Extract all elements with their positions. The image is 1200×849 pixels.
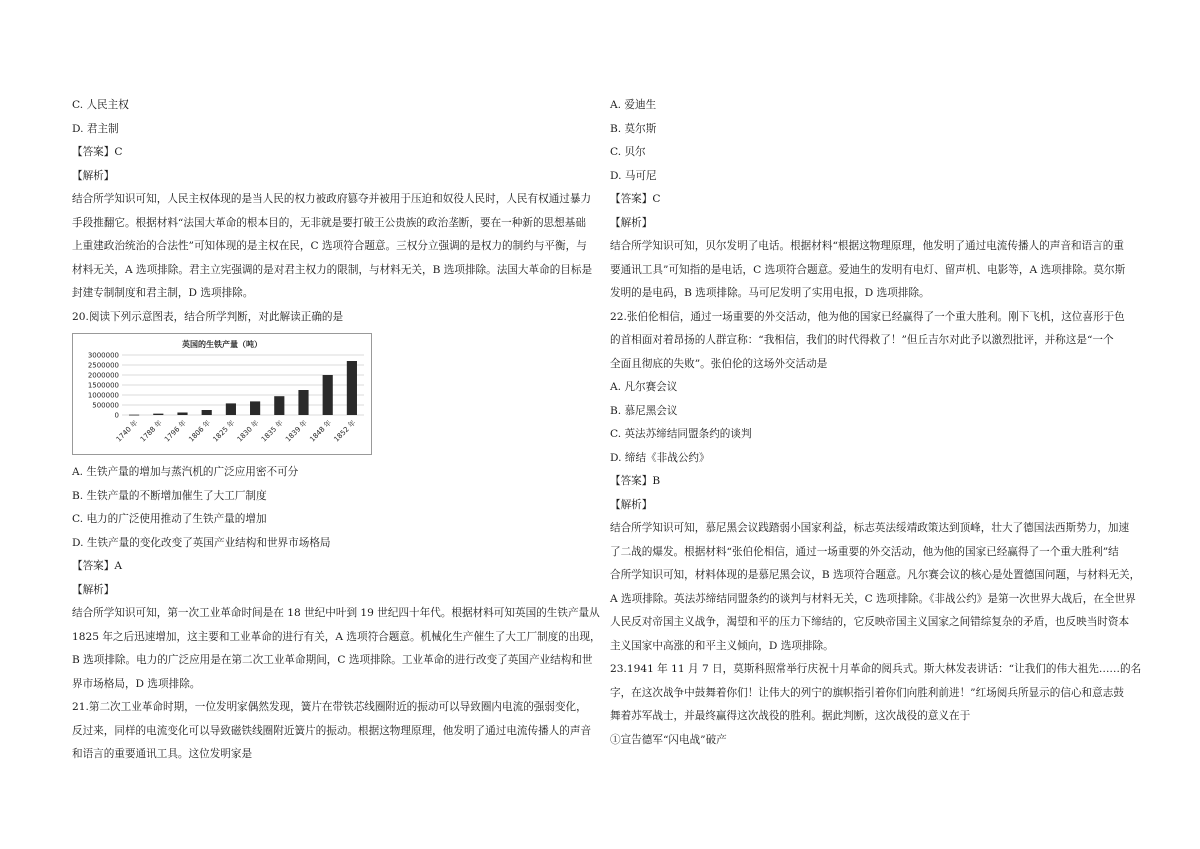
q22-stem-line: 全面且彻底的失败”。张伯伦的这场外交活动是 bbox=[610, 357, 828, 370]
right-column bbox=[610, 94, 1142, 752]
q19-analysis-line: 上重建政治统治的合法性”可知体现的是主权在民，C 选项符合题意。三权分立强调的是权力的制约与平衡，与 bbox=[72, 240, 587, 252]
q21-stem-line: 21.第二次工业革命时期，一位发明家偶然发现，簧片在带铁芯线圈附近的振动可以导致圈内电流的强弱变化， bbox=[72, 701, 587, 713]
q20-analysis-line: B 选项排除。电力的广泛应用是在第二次工业革命期间，C 选项排除。工业革命的进行改变了英国产业结构和世 bbox=[72, 654, 593, 666]
q23-item-1: ①宣告德军“闪电战”破产 bbox=[610, 733, 727, 746]
chart-ytick-label: 1500000 bbox=[87, 381, 119, 390]
chart-bar bbox=[226, 403, 236, 415]
chart-xtick-label: 1852 年 bbox=[332, 418, 358, 444]
chart-bar bbox=[347, 361, 357, 415]
q21-stem-line: 反过来，同样的电流变化可以导致磁铁线圈附近簧片的振动。根据这物理原理，他发明了通过电流传播人的声音 bbox=[72, 724, 592, 737]
chart-bar bbox=[129, 415, 139, 416]
q19-answer: 【答案】C bbox=[72, 146, 123, 158]
chart-xtick-label: 1835 年 bbox=[259, 418, 285, 444]
q22-analysis-line: 主义国家中高涨的和平主义倾向，D 选项排除。 bbox=[610, 639, 834, 652]
chart-bar bbox=[298, 390, 308, 415]
chart-bar bbox=[177, 413, 187, 416]
q20-option-b: B. 生铁产量的不断增加催生了大工厂制度 bbox=[72, 489, 267, 502]
chart-xtick-label: 1830 年 bbox=[235, 418, 261, 444]
q19-option-d: D. 君主制 bbox=[72, 122, 119, 135]
q22-option-a: A. 凡尔赛会议 bbox=[610, 381, 678, 393]
chart-ytick-label: 1000000 bbox=[87, 391, 119, 400]
q20-analysis-line: 界市场格局，D 选项排除。 bbox=[72, 677, 201, 690]
q20-stem: 20.阅读下列示意图表，结合所学判断，对此解读正确的是 bbox=[72, 310, 344, 323]
chart-xtick-label: 1839 年 bbox=[284, 418, 309, 444]
q22-answer: 【答案】B bbox=[610, 475, 661, 487]
q19-analysis-line: 封建专制制度和君主制，D 选项排除。 bbox=[72, 287, 254, 299]
q22-analysis-label: 【解析】 bbox=[610, 498, 653, 511]
q21-analysis-line: 发明的是电码，B 选项排除。马可尼发明了实用电报，D 选项排除。 bbox=[610, 287, 930, 299]
pig-iron-chart-svg bbox=[72, 333, 372, 455]
q19-option-c: C. 人民主权 bbox=[72, 99, 129, 111]
q22-stem-line: 的首相面对着昂扬的人群宣称：“我相信，我们的时代得救了！”但丘吉尔对此予以激烈批评，并称这是“一个 bbox=[610, 334, 1114, 346]
chart-bar bbox=[274, 396, 284, 415]
q20-analysis-line: 结合所学知识可知，第一次工业革命时间是在 18 世纪中叶到 19 世纪四十年代。根据材料可知英国的生铁产量从 bbox=[72, 607, 600, 619]
q20-option-c: C. 电力的广泛使用推动了生铁产量的增加 bbox=[72, 513, 267, 525]
q21-option-a: A. 爱迪生 bbox=[610, 99, 657, 111]
q21-option-c: C. 贝尔 bbox=[610, 146, 646, 158]
left-column bbox=[72, 94, 601, 767]
chart-bar bbox=[323, 375, 333, 415]
q21-analysis-line: 要通讯工具”可知指的是电话，C 选项符合题意。爱迪生的发明有电灯、留声机、电影等，A 选项排除。莫尔斯 bbox=[610, 263, 1126, 276]
q23-stem-line: 舞着苏军战士，并最终赢得这次战役的胜利。据此判断，这次战役的意义在于 bbox=[610, 710, 971, 722]
q22-option-d: D. 缔结《非战公约》 bbox=[610, 451, 710, 464]
q20-analysis-line: 1825 年之后迅速增加，这主要和工业革命的进行有关，A 选项符合题意。机械化生产催生了大工厂制度的出现， bbox=[72, 630, 601, 643]
chart-title: 英国的生铁产量（吨） bbox=[182, 340, 262, 349]
chart-ytick-label: 3000000 bbox=[87, 351, 119, 360]
chart-xtick-label: 1806 年 bbox=[187, 418, 213, 444]
chart-xtick-label: 1788 年 bbox=[138, 418, 164, 444]
q21-answer: 【答案】C bbox=[610, 193, 661, 205]
q19-analysis-line: 结合所学知识可知，人民主权体现的是当人民的权力被政府篡夺并被用于压迫和奴役人民时，人民有权通过暴力 bbox=[72, 193, 592, 205]
chart-ytick-label: 2500000 bbox=[87, 361, 119, 370]
q22-analysis-line: A 选项排除。英法苏缔结同盟条约的谈判与材料无关，C 选项排除。《非战公约》是第一次世界大战后，在全世界 bbox=[610, 592, 1136, 605]
pig-iron-chart bbox=[72, 333, 372, 455]
chart-ytick-label: 2000000 bbox=[87, 371, 119, 380]
q22-analysis-line: 了二战的爆发。根据材料“张伯伦相信，通过一场重要的外交活动，他为他的国家已经赢得了一个重大胜利”结 bbox=[610, 545, 1119, 558]
q22-analysis-line: 人民反对帝国主义战争，渴望和平的压力下缔结的，它反映帝国主义国家之间错综复杂的矛盾，也反映当时资本 bbox=[610, 616, 1130, 628]
chart-ytick-label: 500000 bbox=[92, 401, 119, 410]
chart-xtick-label: 1848 年 bbox=[308, 418, 334, 444]
chart-ytick-label: 0 bbox=[114, 411, 119, 420]
q20-analysis-label: 【解析】 bbox=[72, 583, 115, 596]
chart-xtick-label: 1740 年 bbox=[114, 418, 140, 444]
q21-stem-line: 和语言的重要通讯工具。这位发明家是 bbox=[72, 748, 253, 760]
q20-answer: 【答案】A bbox=[72, 560, 123, 572]
q19-analysis-line: 手段推翻它。根据材料“法国大革命的根本目的，无非就是要打破王公贵族的政治垄断，要在一种新的思想基础 bbox=[72, 216, 586, 229]
q21-option-d: D. 马可尼 bbox=[610, 169, 657, 182]
chart-bar bbox=[202, 410, 212, 415]
q23-stem-line: 字，在这次战争中鼓舞着你们！让伟大的列宁的旗帜指引着你们向胜利前进！”红场阅兵所显示的信心和意志鼓 bbox=[610, 686, 1124, 699]
q19-analysis-line: 材料无关，A 选项排除。君主立宪强调的是对君主权力的限制，与材料无关，B 选项排除。法国大革命的目标是 bbox=[72, 263, 593, 276]
q20-option-a: A. 生铁产量的增加与蒸汽机的广泛应用密不可分 bbox=[72, 466, 299, 478]
q22-option-c: C. 英法苏缔结同盟条约的谈判 bbox=[610, 428, 752, 440]
q22-analysis-line: 合所学知识可知，材料体现的是慕尼黑会议，B 选项符合题意。凡尔赛会议的核心是处置德国问题，与材料无关， bbox=[610, 569, 1141, 581]
q23-stem-line: 23.1941 年 11 月 7 日，莫斯科照常举行庆祝十月革命的阅兵式。斯大林发表讲话：“让我们的伟大祖先……的名 bbox=[610, 663, 1142, 675]
q21-analysis-line: 结合所学知识可知，贝尔发明了电话。根据材料“根据这物理原理，他发明了通过电流传播人的声音和语言的重 bbox=[610, 240, 1124, 252]
chart-bar bbox=[250, 401, 260, 415]
chart-xtick-label: 1796 年 bbox=[163, 418, 188, 444]
chart-bar bbox=[153, 414, 163, 415]
q22-option-b: B. 慕尼黑会议 bbox=[610, 404, 678, 417]
q21-option-b: B. 莫尔斯 bbox=[610, 122, 657, 135]
q22-analysis-line: 结合所学知识可知，慕尼黑会议践踏弱小国家利益，标志英法绥靖政策达到顶峰，壮大了德国法西斯势力，加速 bbox=[610, 522, 1130, 534]
q20-option-d: D. 生铁产量的变化改变了英国产业结构和世界市场格局 bbox=[72, 536, 331, 549]
chart-xtick-label: 1825 年 bbox=[211, 418, 237, 444]
q19-analysis-label: 【解析】 bbox=[72, 169, 115, 182]
q21-analysis-label: 【解析】 bbox=[610, 216, 653, 229]
q22-stem-line: 22.张伯伦相信，通过一场重要的外交活动，他为他的国家已经赢得了一个重大胜利。刚下飞机，这位喜形于色 bbox=[610, 310, 1125, 323]
